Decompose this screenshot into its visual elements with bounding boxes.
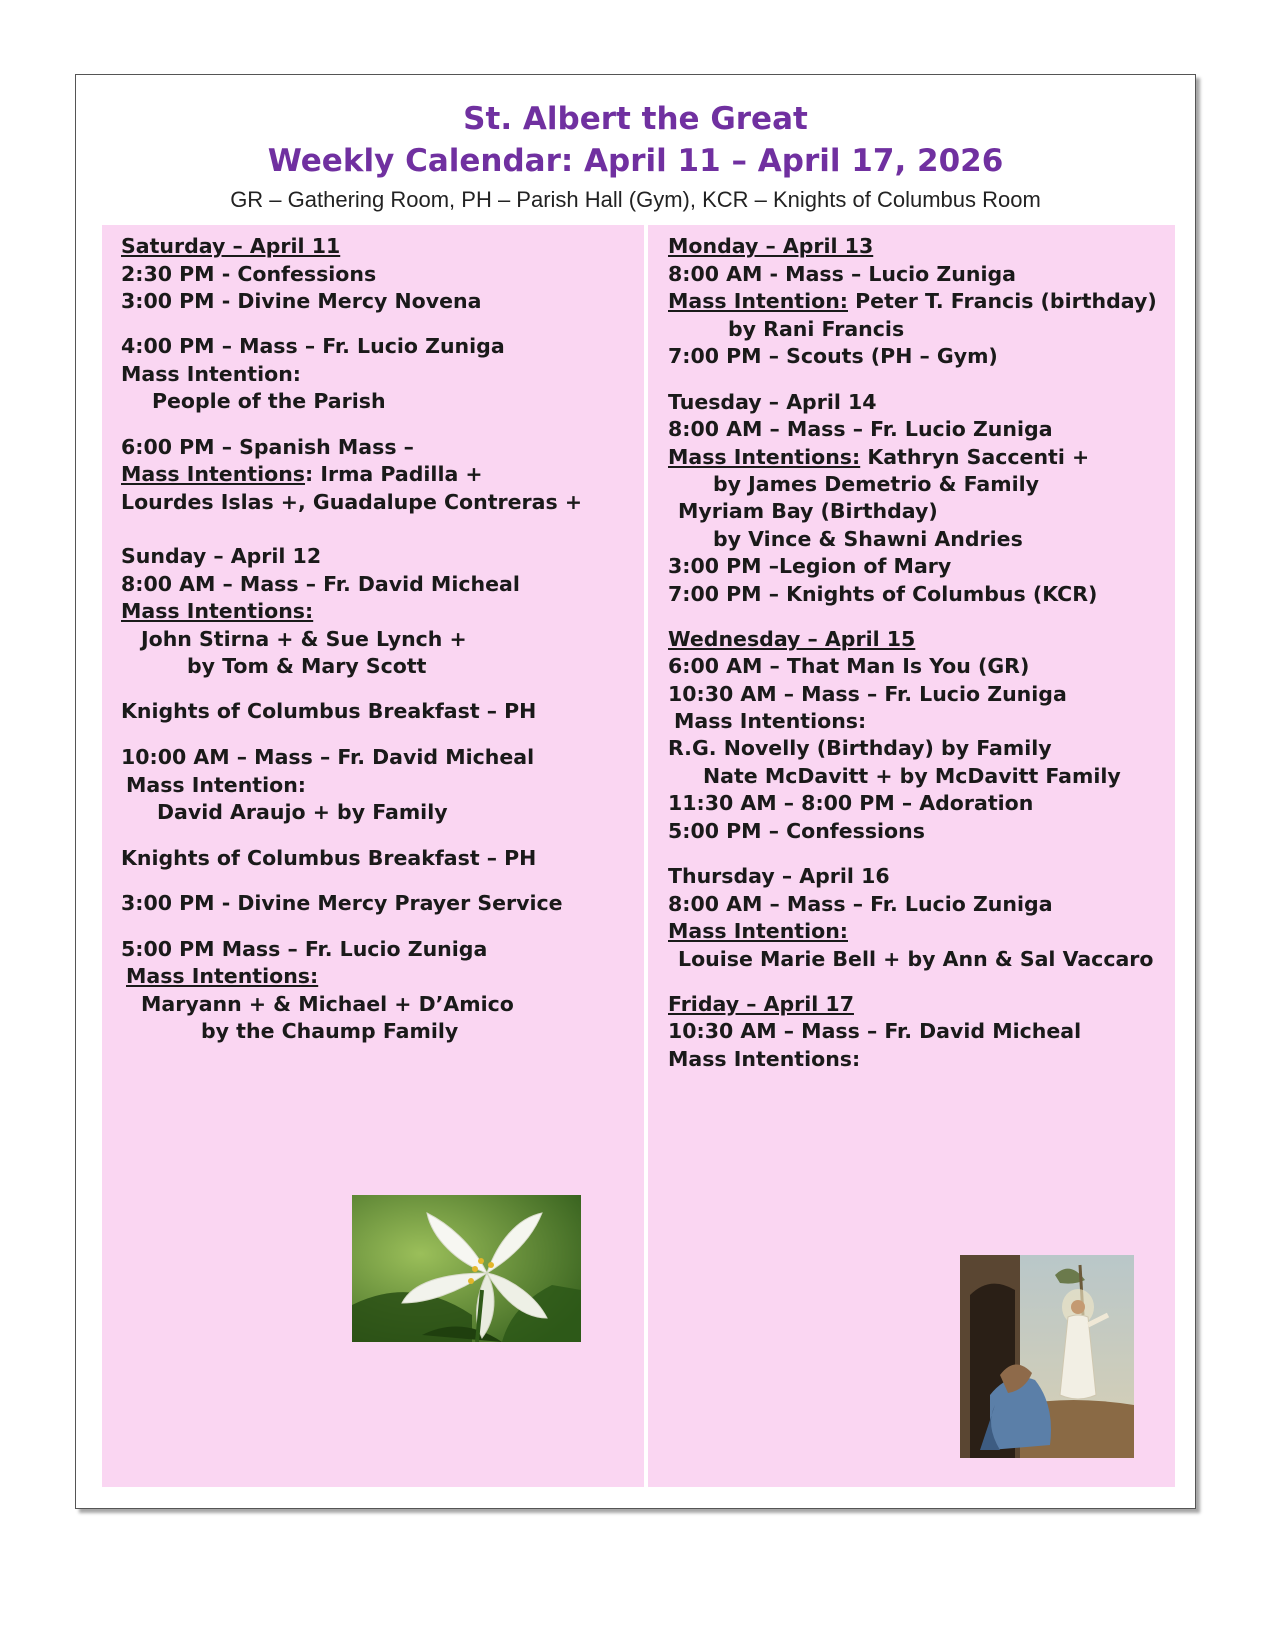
schedule-line: People of the Parish — [152, 389, 386, 413]
schedule-line: Mass Intention: — [126, 773, 306, 797]
schedule-line: by James Demetrio & Family — [713, 472, 1040, 496]
day-heading-friday: Friday – April 17 — [668, 992, 854, 1016]
schedule-line: Lourdes Islas +, Guadalupe Contreras + — [121, 490, 582, 514]
schedule-line: Knights of Columbus Breakfast – PH — [121, 699, 537, 723]
schedule-line: Mass Intentions: — [668, 1047, 861, 1071]
schedule-line: 6:00 AM – That Man Is You (GR) — [668, 654, 1030, 678]
day-heading-monday: Monday – April 13 — [668, 234, 874, 258]
mass-intentions-label: Mass Intentions: — [126, 964, 319, 988]
schedule-line: 5:00 PM Mass – Fr. Lucio Zuniga — [121, 937, 488, 961]
schedule-line: 5:00 PM – Confessions — [668, 819, 925, 843]
mass-intentions-label: Mass Intentions: — [668, 445, 861, 469]
risen-christ-painting — [960, 1255, 1134, 1458]
intention-names: Peter T. Francis (birthday) — [848, 289, 1157, 313]
schedule-line: 3:00 PM - Divine Mercy Novena — [121, 289, 482, 313]
day-heading-thursday: Thursday – April 16 — [668, 864, 890, 888]
schedule-line: 10:30 AM – Mass – Fr. David Micheal — [668, 1019, 1082, 1043]
schedule-line: 7:00 PM – Scouts (PH – Gym) — [668, 344, 998, 368]
mass-intention-label: Mass Intention: — [668, 919, 848, 943]
parish-title: St. Albert the Great — [463, 101, 808, 137]
schedule-line: 8:00 AM - Mass – Lucio Zuniga — [668, 262, 1016, 286]
schedule-line: Nate McDavitt + by McDavitt Family — [703, 764, 1121, 788]
mass-intentions-label: Mass Intentions: — [121, 599, 314, 623]
day-heading-sunday: Sunday – April 12 — [121, 544, 322, 568]
schedule-line: 3:00 PM - Divine Mercy Prayer Service — [121, 891, 563, 915]
schedule-line: 10:30 AM – Mass – Fr. Lucio Zuniga — [668, 682, 1067, 706]
schedule-line: 8:00 AM – Mass – Fr. Lucio Zuniga — [668, 417, 1053, 441]
schedule-line: by Vince & Shawni Andries — [713, 527, 1023, 551]
schedule-line: Mass Intentions: — [674, 709, 867, 733]
schedule-line: 3:00 PM –Legion of Mary — [668, 554, 952, 578]
calendar-frame — [75, 74, 1196, 1509]
schedule-line: by Tom & Mary Scott — [187, 654, 427, 678]
schedule-line — [668, 287, 1157, 315]
schedule-line: David Araujo + by Family — [157, 800, 448, 824]
schedule-line: R.G. Novelly (Birthday) by Family — [668, 736, 1052, 760]
easter-lily-photo — [352, 1195, 581, 1342]
schedule-line: 6:00 PM – Spanish Mass – — [121, 435, 414, 459]
schedule-line: 8:00 AM – Mass – Fr. David Micheal — [121, 572, 520, 596]
room-legend: GR – Gathering Room, PH – Parish Hall (Gym), KCR – Knights of Columbus Room — [230, 187, 1041, 212]
calendar-title: Weekly Calendar: April 11 – April 17, 2026 — [267, 143, 1004, 179]
schedule-line: Mass Intention: — [121, 362, 301, 386]
intention-names: Kathryn Saccenti + — [860, 445, 1090, 469]
schedule-line: Louise Marie Bell + by Ann & Sal Vaccaro — [678, 947, 1154, 971]
schedule-line: 11:30 AM – 8:00 PM – Adoration — [668, 791, 1034, 815]
schedule-line: 8:00 AM – Mass – Fr. Lucio Zuniga — [668, 892, 1053, 916]
schedule-line: John Stirna + & Sue Lynch + — [141, 627, 467, 651]
day-heading-wednesday: Wednesday – April 15 — [668, 627, 916, 651]
schedule-line: Maryann + & Michael + D’Amico — [141, 992, 514, 1016]
schedule-line: 2:30 PM - Confessions — [121, 262, 377, 286]
schedule-line: Myriam Bay (Birthday) — [678, 499, 938, 523]
schedule-line: by Rani Francis — [728, 317, 905, 341]
schedule-line — [668, 443, 1089, 471]
schedule-line: 4:00 PM – Mass – Fr. Lucio Zuniga — [121, 334, 505, 358]
schedule-line: by the Chaump Family — [201, 1019, 459, 1043]
mass-intentions-label: Mass Intentions — [121, 462, 305, 486]
intention-names: : Irma Padilla + — [305, 462, 483, 486]
schedule-line: 7:00 PM – Knights of Columbus (KCR) — [668, 582, 1098, 606]
mass-intention-label: Mass Intention: — [668, 289, 848, 313]
schedule-line: 10:00 AM – Mass – Fr. David Micheal — [121, 745, 535, 769]
schedule-line: Knights of Columbus Breakfast – PH — [121, 846, 537, 870]
day-heading-tuesday: Tuesday – April 14 — [668, 390, 877, 414]
schedule-line — [121, 460, 483, 488]
day-heading-saturday: Saturday – April 11 — [121, 234, 341, 258]
